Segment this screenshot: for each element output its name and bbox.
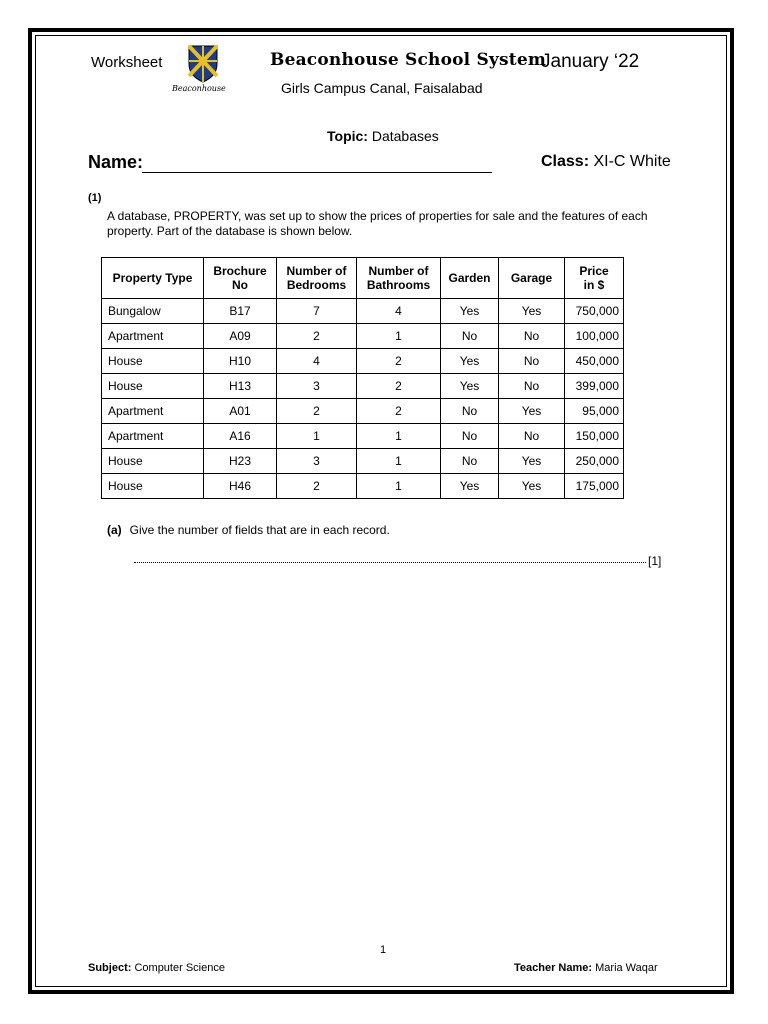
question-part-a [107,523,390,537]
cell-property-type: House [102,374,204,399]
worksheet-date: January ‘22 [541,51,640,72]
table-row [102,349,624,374]
cell-property-type: Apartment [102,399,204,424]
page-border-inner [35,35,727,987]
col-header-brochure-no: Brochure No [204,258,277,299]
cell-bathrooms: 2 [357,349,441,374]
cell-price: 250,000 [565,449,624,474]
worksheet-label: Worksheet [91,54,163,71]
col-header-price: Price in $ [565,258,624,299]
cell-bathrooms: 1 [357,424,441,449]
cell-brochure-no: A01 [204,399,277,424]
col-header-garage: Garage [499,258,565,299]
cell-price: 95,000 [565,399,624,424]
cell-brochure-no: B17 [204,299,277,324]
cell-garage: Yes [499,449,565,474]
cell-bedrooms: 2 [277,474,357,499]
cell-price: 450,000 [565,349,624,374]
cell-garage: Yes [499,399,565,424]
cell-bedrooms: 2 [277,324,357,349]
class-value: XI-C White [593,153,671,170]
footer-teacher [514,962,658,974]
question-intro: A database, PROPERTY, was set up to show the prices of properties for sale and the features of each property. Part of the database is shown below. [107,209,648,238]
cell-bedrooms: 2 [277,399,357,424]
subject-label: Subject: [88,962,132,974]
table-row [102,324,624,349]
cell-brochure-no: H13 [204,374,277,399]
cell-property-type: Bungalow [102,299,204,324]
cell-property-type: Apartment [102,424,204,449]
table-row [102,474,624,499]
cell-brochure-no: A09 [204,324,277,349]
class-label: Class: [541,153,590,170]
logo-caption: Beaconhouse [172,84,226,93]
cell-property-type: Apartment [102,324,204,349]
cell-garage: Yes [499,299,565,324]
cell-garden: No [441,424,499,449]
cell-bedrooms: 3 [277,374,357,399]
cell-brochure-no: A16 [204,424,277,449]
part-a-label: (a) [107,523,122,537]
topic-value: Databases [371,128,439,144]
cell-garden: Yes [441,349,499,374]
table-row [102,449,624,474]
cell-garage: No [499,424,565,449]
cell-price: 175,000 [565,474,624,499]
question-number: (1) [88,192,102,204]
school-crest-icon [186,44,220,88]
cell-price: 100,000 [565,324,624,349]
table-row [102,374,624,399]
table-row [102,399,624,424]
table-row [102,424,624,449]
cell-garage: No [499,374,565,399]
table-header-row [102,258,624,299]
cell-bedrooms: 7 [277,299,357,324]
topic-label: Topic: [327,128,368,144]
cell-brochure-no: H46 [204,474,277,499]
cell-garden: Yes [441,374,499,399]
cell-garage: No [499,324,565,349]
cell-bathrooms: 2 [357,374,441,399]
cell-bathrooms: 1 [357,449,441,474]
campus-name: Girls Campus Canal, Faisalabad [281,80,483,96]
topic-line [327,128,439,144]
cell-garage: Yes [499,474,565,499]
class-line [541,153,671,171]
footer-subject [88,962,225,974]
col-header-bathrooms: Number of Bathrooms [357,258,441,299]
answer-line[interactable] [134,562,646,563]
cell-garden: No [441,324,499,349]
cell-bathrooms: 4 [357,299,441,324]
cell-bathrooms: 2 [357,399,441,424]
name-blank-line [142,172,492,173]
table-row [102,299,624,324]
cell-garden: Yes [441,299,499,324]
cell-price: 399,000 [565,374,624,399]
col-header-bedrooms: Number of Bedrooms [277,258,357,299]
part-a-marks: [1] [648,554,662,568]
cell-property-type: House [102,474,204,499]
cell-garden: No [441,449,499,474]
school-name: Beaconhouse School System [270,50,547,70]
part-a-text: Give the number of fields that are in each record. [129,523,390,537]
subject-value: Computer Science [134,962,225,974]
cell-bedrooms: 4 [277,349,357,374]
property-table [101,257,624,499]
cell-bedrooms: 1 [277,424,357,449]
cell-garage: No [499,349,565,374]
cell-bathrooms: 1 [357,324,441,349]
col-header-property-type: Property Type [102,258,204,299]
col-header-garden: Garden [441,258,499,299]
cell-garden: Yes [441,474,499,499]
cell-brochure-no: H10 [204,349,277,374]
cell-bathrooms: 1 [357,474,441,499]
teacher-value: Maria Waqar [595,962,658,974]
cell-property-type: House [102,349,204,374]
cell-price: 150,000 [565,424,624,449]
teacher-label: Teacher Name: [514,962,593,974]
name-label: Name: [88,152,144,172]
cell-bedrooms: 3 [277,449,357,474]
cell-garden: No [441,399,499,424]
cell-property-type: House [102,449,204,474]
cell-brochure-no: H23 [204,449,277,474]
page-number: 1 [380,944,387,956]
cell-price: 750,000 [565,299,624,324]
